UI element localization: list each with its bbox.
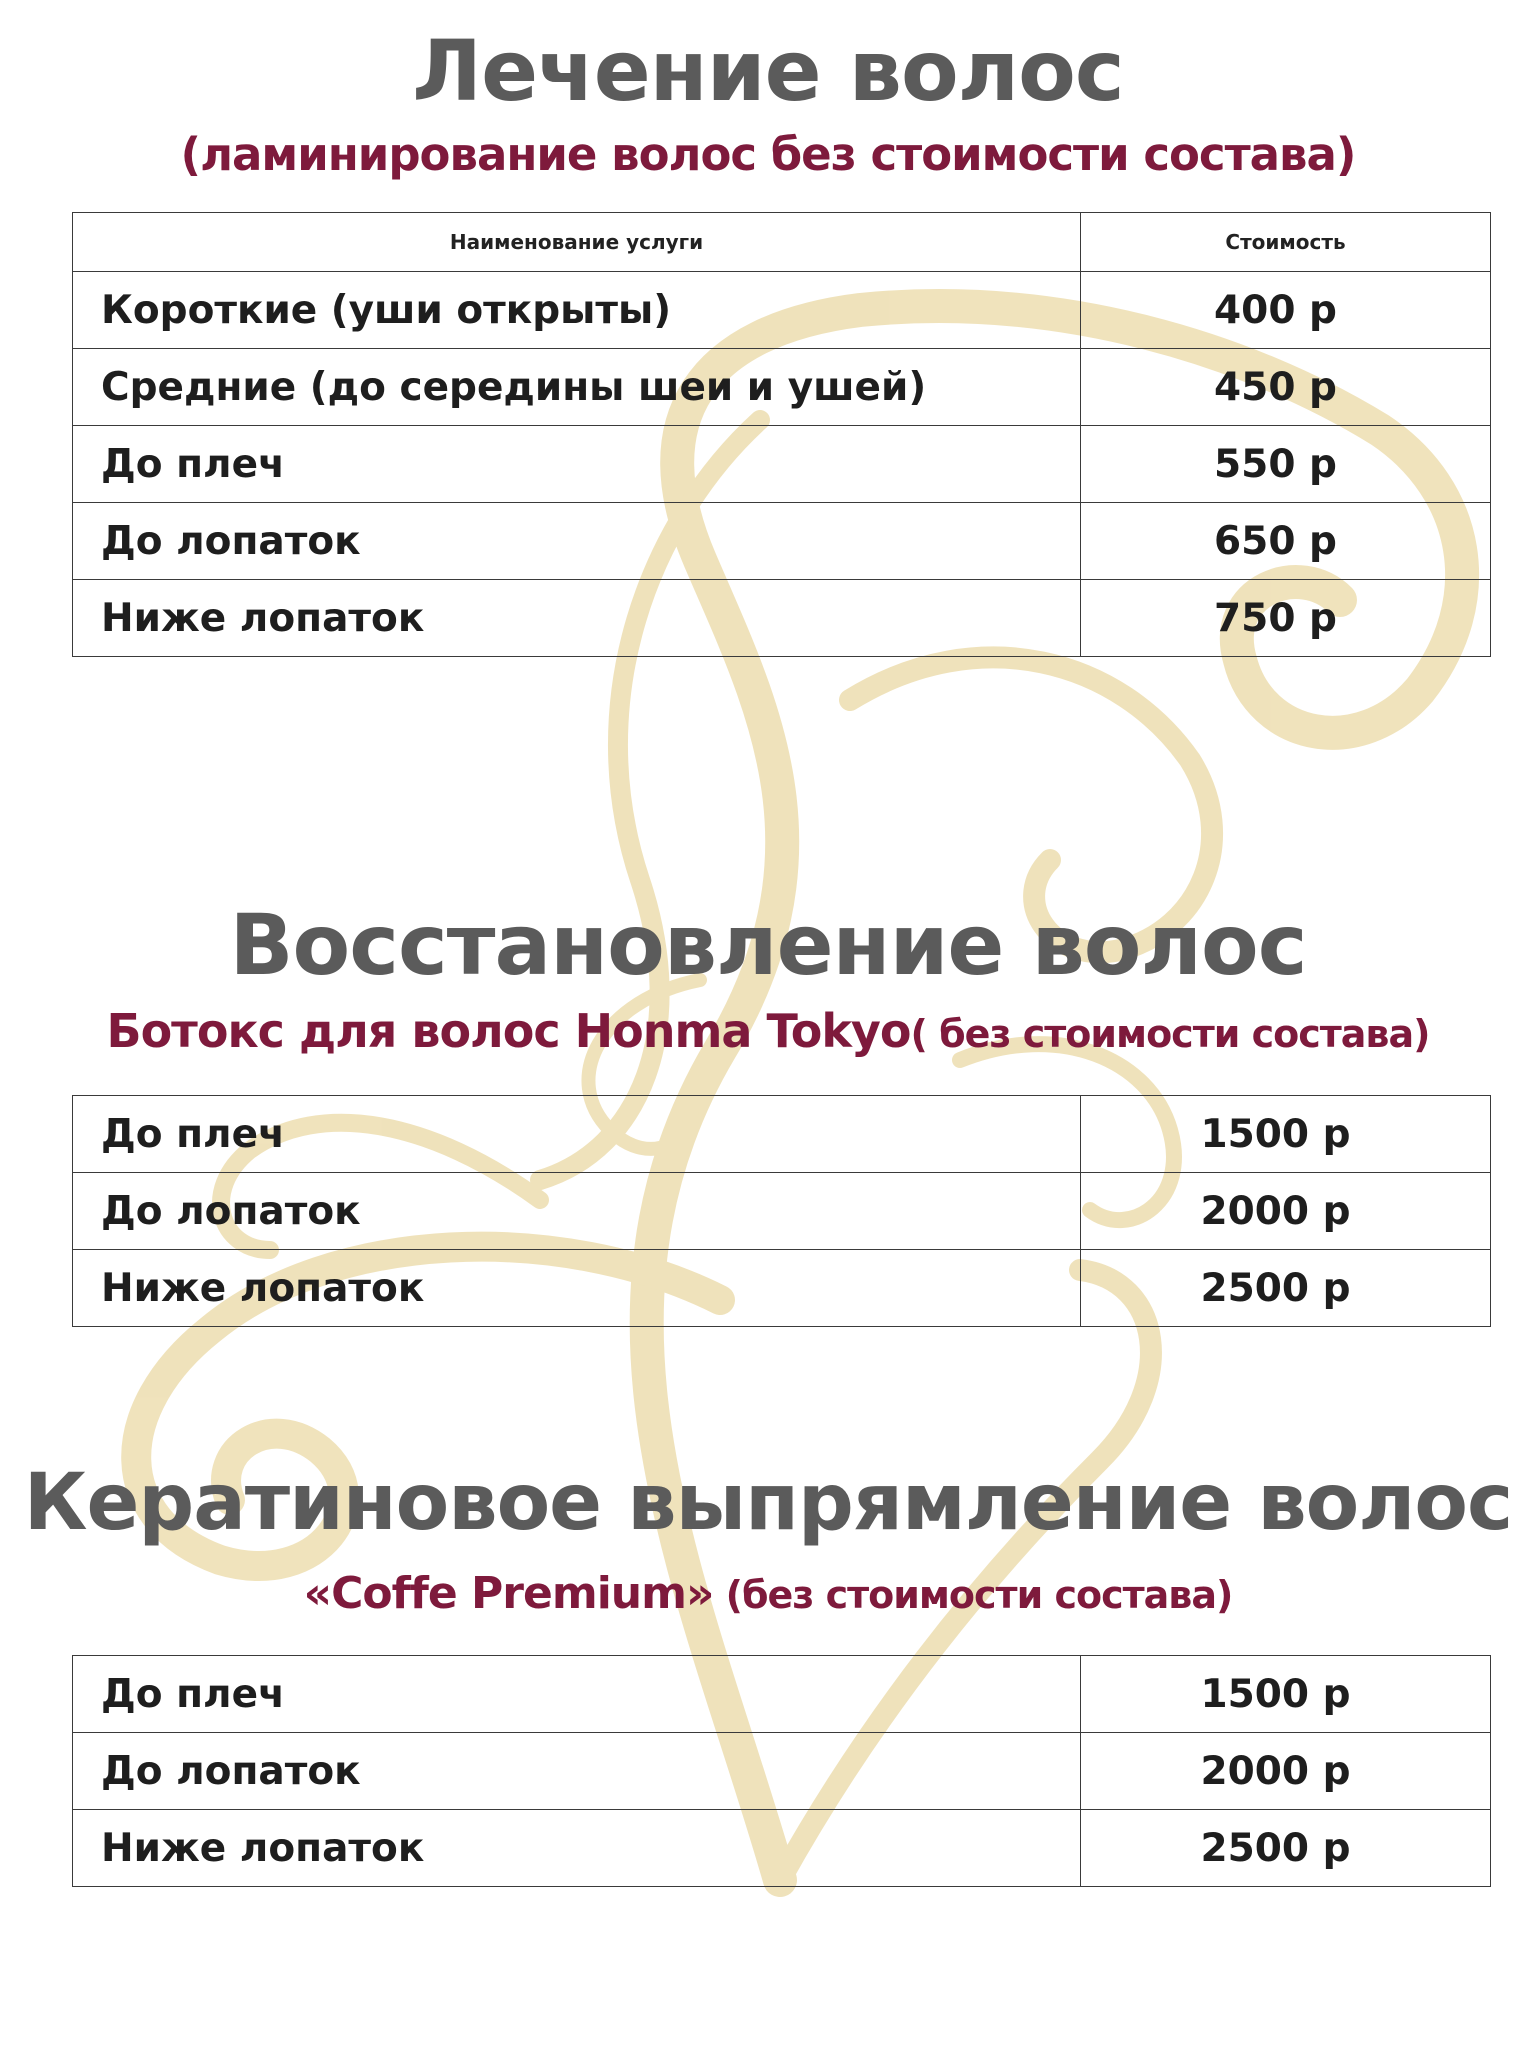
table-row [73,1733,1491,1810]
service-price: 750 р [1081,580,1491,657]
subtitle-note: ( без стоимости состава) [910,1012,1430,1056]
service-price: 2000 р [1081,1733,1491,1810]
service-name: До лопаток [73,503,1081,580]
service-name: До плеч [73,1656,1081,1733]
service-name: До лопаток [73,1173,1081,1250]
section-title-hair-treatment: Лечение волос [412,22,1124,120]
table-row [73,1656,1491,1733]
service-price: 1500 р [1081,1656,1491,1733]
service-name: Ниже лопаток [73,580,1081,657]
service-name: Ниже лопаток [73,1810,1081,1887]
section-subtitle-botox [0,1004,1536,1058]
section-subtitle-coffe-premium [0,1568,1536,1619]
subtitle-product: Ботокс для волос Honma Tokyo [106,1004,911,1058]
subtitle-product: «Coffe Premium» [303,1568,714,1619]
price-table-treatment [72,212,1491,657]
service-name: Средние (до середины шеи и ушей) [73,349,1081,426]
subtitle-note: (без стоимости состава) [713,1573,1233,1617]
table-row [73,1810,1491,1887]
table-row [73,426,1491,503]
table-row [73,349,1491,426]
service-price: 2000 р [1081,1173,1491,1250]
table-row [73,1096,1491,1173]
table-row [73,1173,1491,1250]
service-price: 1500 р [1081,1096,1491,1173]
service-name: До плеч [73,426,1081,503]
table-row [73,272,1491,349]
price-table-restoration [72,1095,1491,1327]
table-row [73,580,1491,657]
service-price: 2500 р [1081,1250,1491,1327]
service-name: Короткие (уши открыты) [73,272,1081,349]
section-subtitle-lamination: (ламинирование волос без стоимости состава) [180,128,1356,181]
service-price: 400 р [1081,272,1491,349]
table-header-row [73,213,1491,272]
table-row [73,503,1491,580]
service-name: До плеч [73,1096,1081,1173]
section-title-keratin: Кератиновое выпрямление волос [23,1458,1513,1548]
section-title-hair-restoration: Восстановление волос [229,896,1307,994]
table-row [73,1250,1491,1327]
column-header-service: Наименование услуги [73,213,1081,272]
service-name: Ниже лопаток [73,1250,1081,1327]
price-table-keratin [72,1655,1491,1887]
service-price: 2500 р [1081,1810,1491,1887]
service-price: 450 р [1081,349,1491,426]
service-name: До лопаток [73,1733,1081,1810]
service-price: 550 р [1081,426,1491,503]
column-header-price: Стоимость [1081,213,1491,272]
service-price: 650 р [1081,503,1491,580]
